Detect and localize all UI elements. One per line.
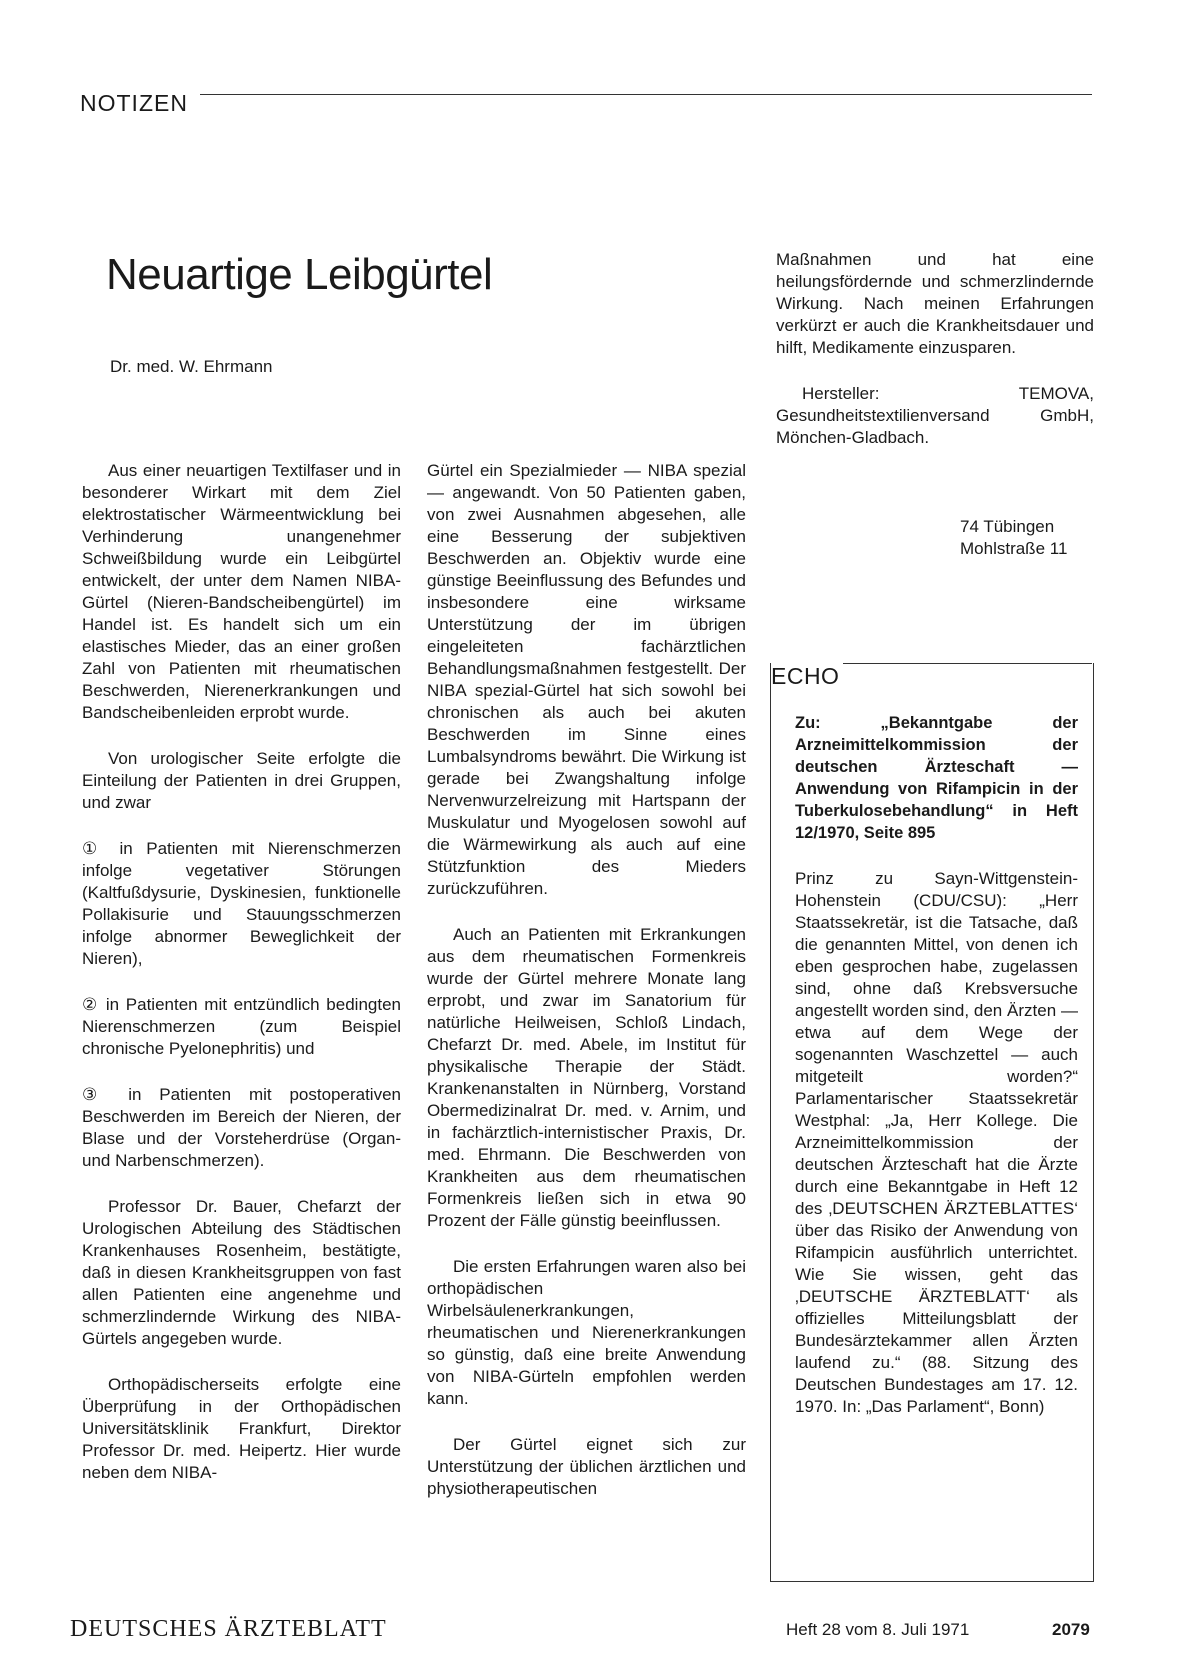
journal-name: DEUTSCHES ÄRZTEBLATT [70, 1616, 387, 1642]
paragraph: Auch an Patienten mit Erkrankungen aus dem rheumatischen Formenkreis wurde der Gürtel mehrere Monate lang erprobt, und zwar im Sanatorium für natürliche Heilweisen, Schloß Lindach, Chefarzt Dr. med. Abele, im Institut für physikalische Therapie der Städt. Krankenanstalten in Nürnberg, Vorstand Obermedizinalrat Dr. med. v. Arnim, und in fachärztlich-internistischer Praxis, Dr. med. Ehrmann. Die Beschwerden von Krankheiten aus dem rheumatischen Formenkreis ließen sich in etwa 90 Prozent der Fälle günstig beeinflussen. [427, 925, 746, 1230]
article-author: Dr. med. W. Ehrmann [110, 357, 273, 376]
paragraph: Der Gürtel eignet sich zur Unterstützung der üblichen ärztlichen und physiotherapeutischen [427, 1435, 746, 1498]
article-column-3 [776, 249, 1094, 473]
paragraph: Gürtel ein Spezialmieder — NIBA spezial — angewandt. Von 50 Patienten gaben, von zwei Ausnahmen abgesehen, alle eine Besserung der subjektiven Beschwerden an. Objektiv wurde eine günstige Beeinflussung des Befundes und insbesondere eine wirksame Unterstützung der im übrigen eingeleiteten fachärztlichen Behandlungsmaßnahmen festgestellt. Der NIBA spezial-Gürtel hat sich sowohl bei chronischen als auch bei akuten Beschwerden im Sinne eines Lumbalsyndroms bewährt. Die Wirkung ist gerade bei Zwangshaltung infolge Nervenwurzelreizung mit Hartspann der Muskulatur und Myogelosen sowohl auf die Wärmewirkung als auch auf eine Stützfunktion des Mieders zurückzuführen. [427, 461, 746, 898]
author-address [960, 516, 1067, 560]
paragraph: ① in Patienten mit Nierenschmerzen infolge vegetativer Störungen (Kaltfußdysurie, Dyskinesien, funktionelle Pollakisurie und Stauungsschmerzen infolge abnormer Beweglichkeit der Nieren), [82, 839, 401, 968]
paragraph: Professor Dr. Bauer, Chefarzt der Urologischen Abteilung des Städtischen Krankenhauses Rosenheim, bestätigte, daß in diesen Krankheitsgruppen von fast allen Patienten eine angenehme und schmerzlindernde Wirkung des NIBA-Gürtels angegeben wurde. [82, 1197, 401, 1348]
paragraph: Aus einer neuartigen Textilfaser und in besonderer Wirkart mit dem Ziel elektrostatischer Wärmeentwicklung bei Verhinderung unangenehmer Schweißbildung wurde ein Leibgürtel entwickelt, der unter dem Namen NIBA-Gürtel (Nieren-Bandscheibengürtel) im Handel ist. Es handelt sich um ein elastisches Mieder, das an einer großen Zahl von Patienten mit rheumatischen Beschwerden, Nierenerkrankungen und Bandscheibenleiden erprobt wurde. [82, 461, 401, 722]
paragraph: Hersteller: TEMOVA, Gesundheitstextilienversand GmbH, Mönchen-Gladbach. [776, 384, 1094, 447]
paragraph: ② in Patienten mit entzündlich bedingten Nierenschmerzen (zum Beispiel chronische Pyelonephritis) und [82, 995, 401, 1058]
paragraph: Von urologischer Seite erfolgte die Einteilung der Patienten in drei Gruppen, und zwar [82, 749, 401, 812]
echo-rule [840, 663, 1092, 664]
paragraph: Die ersten Erfahrungen waren also bei orthopädischen Wirbelsäulenerkrankungen, rheumatischen und Nierenerkrankungen so günstig, daß eine breite Anwendung von NIBA-Gürteln empfohlen werden kann. [427, 1257, 746, 1408]
address-street: Mohlstraße 11 [960, 539, 1068, 558]
paragraph: Orthopädischerseits erfolgte eine Überprüfung in der Orthopädischen Universitätsklinik Frankfurt, Direktor Professor Dr. med. Heipertz. Hier wurde neben dem NIBA- [82, 1375, 401, 1482]
echo-label: ECHO [771, 663, 843, 690]
echo-body: Prinz zu Sayn-Wittgenstein-Hohenstein (CDU/CSU): „Herr Staatssekretär, ist die Tatsache, daß die genannten Mittel, von denen ich eben gesprochen habe, zugelassen sind, ohne daß Krebsversuche angestellt worden sind, den Ärzten — etwa auf dem Wege der sogenannten Waschzettel — auch mitgeteilt worden?“ Parlamentarischer Staatssekretär Westphal: „Ja, Herr Kollege. Die Arzneimittelkommission der deutschen Ärzteschaft hat die Ärzte durch eine Bekanntgabe in Heft 12 des ‚DEUTSCHEN ÄRZTEBLATTES‘ über das Risiko der Anwendung von Rifampicin ausführlich unterrichtet. Wie Sie wissen, geht das ‚DEUTSCHE ÄRZTEBLATT‘ als offizielles Mitteilungsblatt der Bundesärztekammer allen Ärzten laufend zu.“ (88. Sitzung des Deutschen Bundestages am 17. 12. 1970. In: „Das Parlament“, Bonn) [795, 869, 1078, 1416]
page-number: 2079 [1052, 1620, 1090, 1639]
issue-info: Heft 28 vom 8. Juli 1971 [786, 1620, 970, 1639]
header-rule [200, 94, 1092, 95]
address-city: 74 Tübingen [960, 517, 1055, 536]
paragraph: ③ in Patienten mit postoperativen Beschwerden im Bereich der Nieren, der Blase und der Vorsteherdrüse (Organ- und Narbenschmerzen). [82, 1085, 401, 1170]
article-column-1 [82, 460, 401, 1508]
section-label: NOTIZEN [80, 90, 188, 116]
paragraph: Maßnahmen und hat eine heilungsfördernde und schmerzlindernde Wirkung. Nach meinen Erfahrungen verkürzt er auch die Krankheitsdauer und hilft, Medikamente einzusparen. [776, 250, 1094, 357]
echo-heading: Zu: „Bekanntgabe der Arzneimittelkommission der deutschen Ärzteschaft — Anwendung von Rifampicin in der Tuberkulosebehandlung“ in Heft 12/1970, Seite 895 [795, 714, 1078, 842]
article-title: Neuartige Leibgürtel [106, 250, 493, 299]
article-column-2 [427, 460, 746, 1524]
